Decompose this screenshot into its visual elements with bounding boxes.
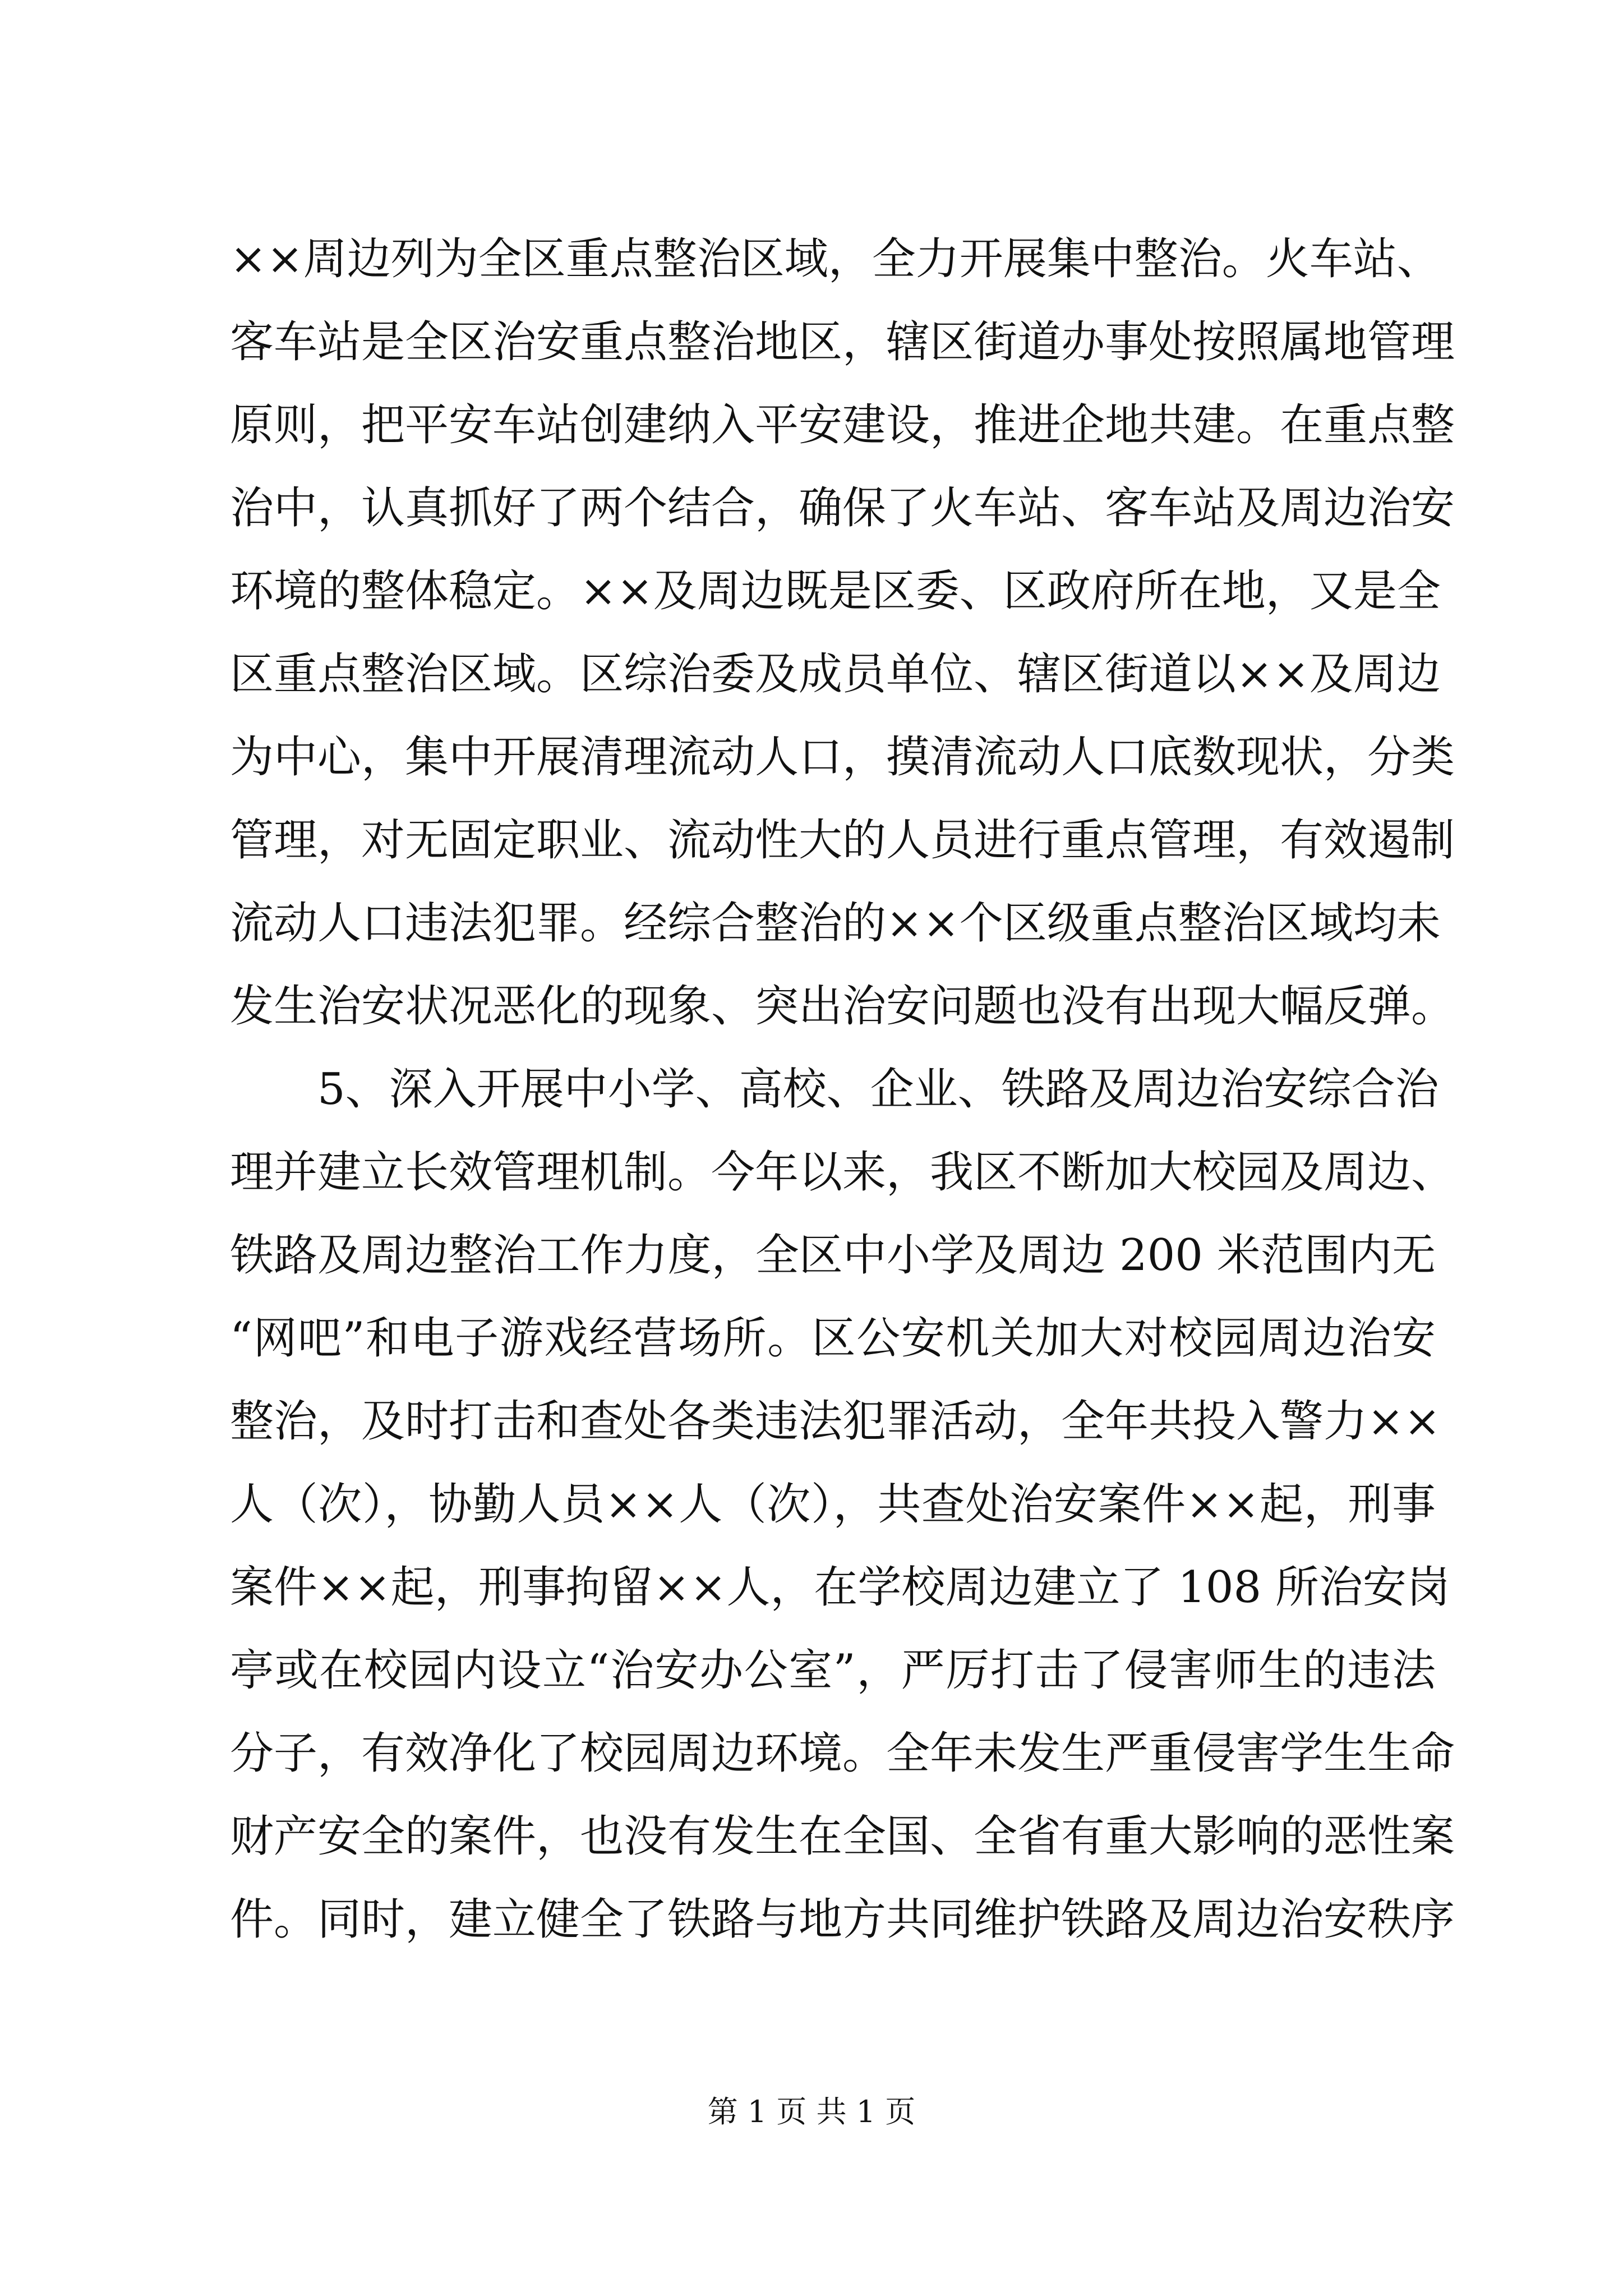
page-footer bbox=[0, 2092, 1623, 2132]
text-line-10: 发生治安状况恶化的现象、突出治安问题也没有出现大幅反弹。 bbox=[230, 981, 1455, 1032]
text-line-21: 件。同时，建立健全了铁路与地方共同维护铁路及周边治安秩序 bbox=[230, 1894, 1455, 1945]
text-line-4: 治中，认真抓好了两个结合，确保了火车站、客车站及周边治安 bbox=[230, 483, 1455, 533]
text-line-6: 区重点整治区域。区综治委及成员单位、辖区街道以××及周边 bbox=[230, 649, 1441, 700]
text-line-11: 5、深入开展中小学、高校、企业、铁路及周边治安综合治 bbox=[317, 1064, 1439, 1115]
page-number-label: 第 1 页 共 1 页 bbox=[707, 2094, 916, 2129]
text-line-13: 铁路及周边整治工作力度，全区中小学及周边 200 米范围内无 bbox=[230, 1230, 1436, 1281]
text-line-5: 环境的整体稳定。××及周边既是区委、区政府所在地，又是全 bbox=[230, 566, 1441, 616]
text-line-14: “网吧”和电子游戏经营场所。区公安机关加大对校园周边治安 bbox=[230, 1313, 1436, 1364]
text-line-19: 分子，有效净化了校园周边环境。全年未发生严重侵害学生生命 bbox=[230, 1728, 1455, 1779]
body-text bbox=[230, 218, 1455, 1961]
text-line-7: 为中心，集中开展清理流动人口，摸清流动人口底数现状，分类 bbox=[230, 732, 1455, 783]
text-line-12: 理并建立长效管理机制。今年以来，我区不断加大校园及周边、 bbox=[230, 1147, 1455, 1198]
text-line-8: 管理，对无固定职业、流动性大的人员进行重点管理，有效遏制 bbox=[230, 815, 1455, 866]
text-line-1: ××周边列为全区重点整治区域，全力开展集中整治。火车站、 bbox=[230, 234, 1441, 284]
text-line-16: 人（次），协勤人员××人（次），共查处治安案件××起，刑事 bbox=[230, 1479, 1436, 1530]
text-line-9: 流动人口违法犯罪。经综合整治的××个区级重点整治区域均未 bbox=[230, 898, 1441, 949]
text-line-18: 亭或在校园内设立“治安办公室”，严厉打击了侵害师生的违法 bbox=[230, 1645, 1436, 1696]
text-line-15: 整治，及时打击和查处各类违法犯罪活动，全年共投入警力×× bbox=[230, 1396, 1441, 1447]
text-line-20: 财产安全的案件，也没有发生在全国、全省有重大影响的恶性案 bbox=[230, 1811, 1455, 1862]
text-line-17: 案件××起，刑事拘留××人，在学校周边建立了 108 所治安岗 bbox=[230, 1562, 1450, 1613]
text-line-3: 原则，把平安车站创建纳入平安建设，推进企地共建。在重点整 bbox=[230, 400, 1455, 450]
text-line-2: 客车站是全区治安重点整治地区，辖区街道办事处按照属地管理 bbox=[230, 317, 1455, 367]
